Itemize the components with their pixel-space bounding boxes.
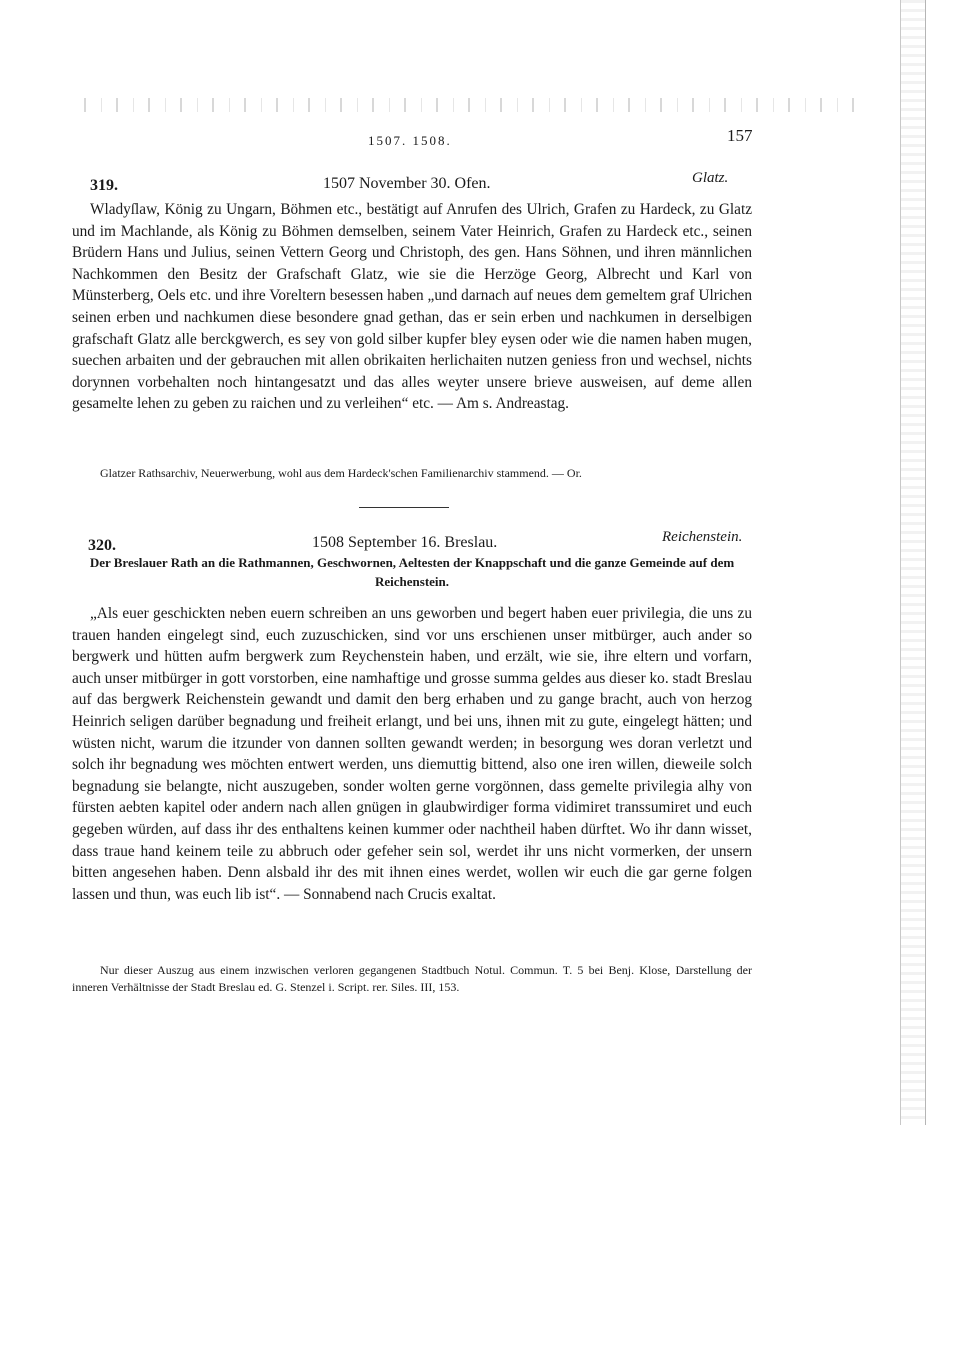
page-number: 157 — [727, 126, 753, 145]
scan-noise — [70, 98, 860, 112]
entry-place-tag: Reichenstein. — [662, 529, 743, 545]
entry-date-place: 1507 November 30. Ofen. — [323, 175, 491, 192]
scan-binding-edge — [900, 0, 926, 1125]
entry-number: 319. — [90, 177, 118, 194]
running-header-years: 1507. 1508. — [368, 133, 452, 148]
entry-text: Wladyſlaw, König zu Ungarn, Böhmen etc., bestätigt auf Anrufen des Ulrich, Grafen zu Hardeck, zu Glatz und im Machlande, als König zu Böhmen demselben, seinem Vater Heinrich, Grafen zu Hardeck etc., seinen Brüdern Hans und Julius, seinen Vettern Georg und Christoph, des gen. Hans Söhnen, und ihren männlichen Nachkommen den Besitz der Grafschaft Glatz, wie sie die Herzöge Georg, Albrecht und Karl von Münsterberg, Oels etc. und ihre Voreltern besessen haben „und darnach auf neues dem gemeltem graf Ulrichen seinen erben und nachkumen diese besondere gnad gethan, das er sein erben und nachkumen in derselbigen grafschaft Glatz alle berckgwerch, es sey von gold silber kupfer bley eysen oder wie die namen haben mugen, suechen arbaiten und der gebrauchen mit allen obrikaiten herlichaiten nutzen geniess fron und wechsel, nichts dorynnen vorbehalten noch hintangesatzt und das alles weyter unsere brieve ausweisen, auf deme allen gesamelte lehen zu geben zu raichen und zu verleihen“ etc. — Am s. Andreastag. — [72, 201, 752, 413]
entry-source-note: Glatzer Rathsarchiv, Neuerwerbung, wohl aus dem Hardeck'schen Familienarchiv stammend. — Or. — [100, 466, 582, 480]
entry-place-tag: Glatz. — [692, 170, 729, 186]
entry-number: 320. — [88, 537, 116, 554]
entry-text: „Als euer geschickten neben euern schreiben an uns geworben und begert haben euer privilegia, die uns zu trauen handen eingelegt sind, euch zuzuschicken, sind vor uns erschienen unser mitbürger, auch ander so bergwerk und hütten aufm bergwerk zum Reychenstein haben, und erzält, wie sie, ihre eltern und vorfarn, auch unser mitbürger in gott vorstorben, eine namhaftige und grosse summa geldes aus dieser ko. stadt Breslau auf das bergwerk Reichenstein gewandt und damit den berg erhaben und zu gange bracht, auch von herzog Heinrich seligen darüber begnadung und freiheit erlangt, und bei uns, ihnen mit zu gute, eingelegt hätten; und wüsten nicht, warum die itzunder von dannen sollten gewandt werden; in besorgung wes doran verletzt und solch ihr begnadung wes möchten entwert werden, uns diemuttig bittend, also one iren willen, dieweile solch begnadung sie belangte, nicht auszugeben, sonder wolten gerne vorgönnen, dass gemelte privilegia alhy von fürsten aebten kapitel oder andern nach allen gnügen in glaubwirdiger forma vidimiret transsumiret und euch gegeben würden, auf dass ihr des enthaltens keinen kummer oder nachtheil haben dürftet. Wo ihr dann wisset, dass traue hand keinem teile zu abbruch oder gefeher sein sol, werdet ihr uns nicht vormerken, der unsern bitten angesehen haben. Denn alsbald ihr des mit ihnen eines werdet, wollen wir euch die gar gerne folgen lassen und thun, was euch lib ist“. — Sonnabend nach Crucis exaltat. — [72, 605, 752, 903]
entry-summary: Der Breslauer Rath an die Rathmannen, Geschwornen, Aeltesten der Knappschaft und die ganze Gemeinde auf dem Reichenstein. — [89, 555, 735, 589]
entry-date-place: 1508 September 16. Breslau. — [312, 534, 498, 551]
section-divider — [359, 507, 449, 508]
entry-source-note: Nur dieser Auszug aus einem inzwischen verloren gegangenen Stadtbuch Notul. Commun. T. 5 bei Benj. Klose, Darstellung der inneren Verhältnisse der Stadt Breslau ed. G. Stenzel i. Script. rer. Siles. III, 153. — [72, 963, 752, 994]
